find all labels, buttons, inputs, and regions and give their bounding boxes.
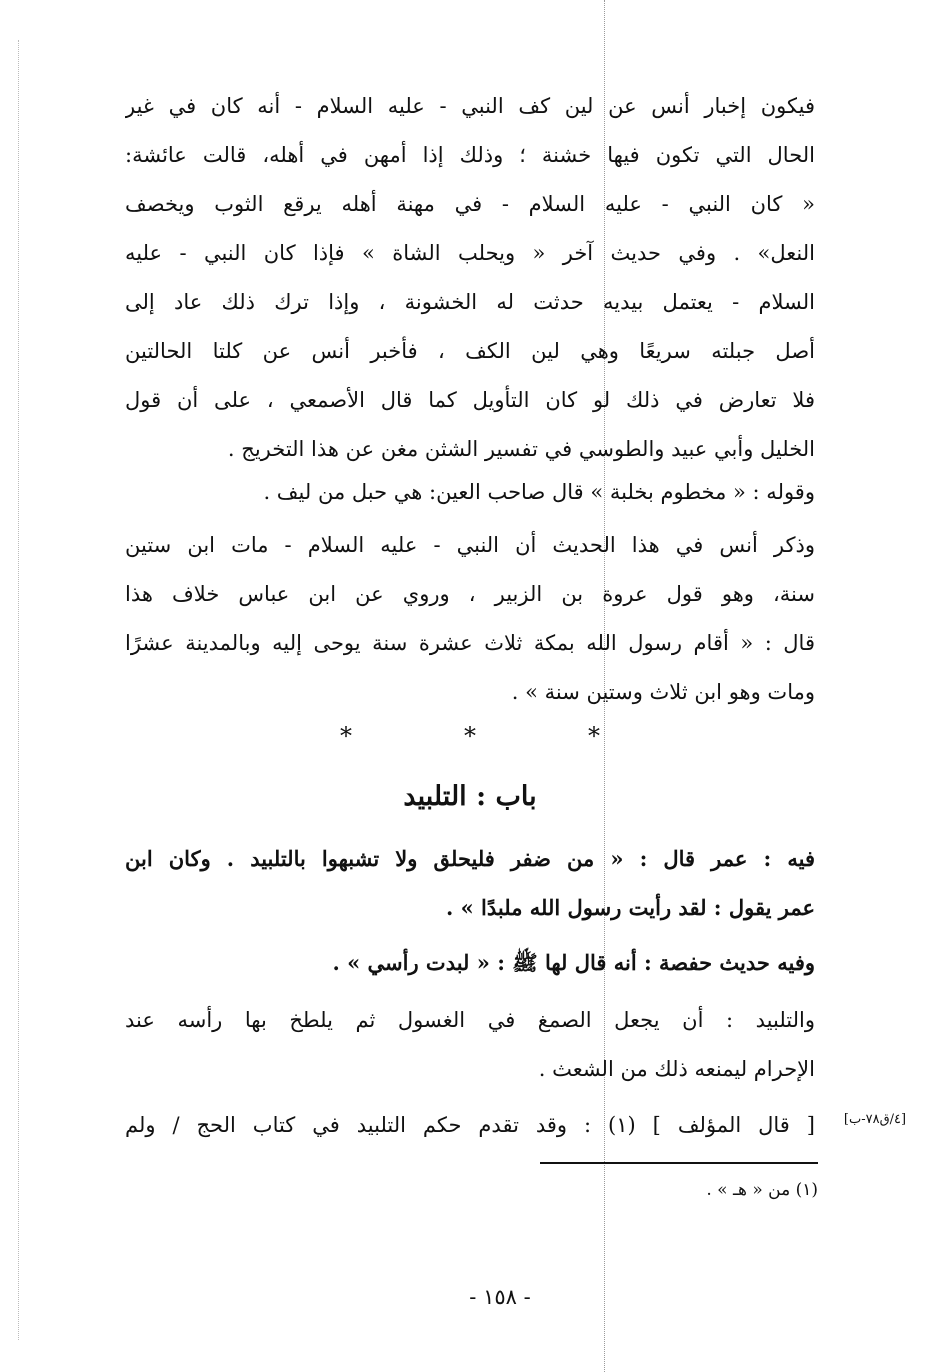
text-line: سنة، وهو قول عروة بن الزبير ، وروي عن ابن عباس خلاف هذا — [125, 582, 815, 606]
text-line: ومات وهو ابن ثلاث وستين سنة » . — [511, 680, 815, 704]
text-line: الإحرام ليمنعه ذلك من الشعث . — [538, 1057, 815, 1081]
text-line: قال : « أقام رسول الله بمكة ثلاث عشرة سنة يوحى إليه وبالمدينة عشرًا — [125, 631, 815, 655]
text-line: وذكر أنس في هذا الحديث أن النبي - عليه السلام - مات ابن ستين — [125, 533, 815, 557]
scan-edge-dots — [18, 40, 19, 1340]
text-line: فيكون إخبار أنس عن لين كف النبي - عليه السلام - أنه كان في غير — [125, 94, 815, 118]
asterisk-icon: * — [464, 722, 476, 750]
text-line: وقوله : « مخطوم بخلبة » قال صاحب العين: هي حبل من ليف . — [263, 480, 815, 504]
paragraph-7 — [125, 1101, 815, 1150]
text-line: وفيه حديث حفصة : أنه قال لها ﷺ : « لبدت رأسي » . — [332, 950, 815, 975]
paragraph-4 — [125, 834, 815, 932]
paragraph-2 — [125, 468, 815, 517]
footnote-divider — [540, 1162, 818, 1164]
paragraph-1 — [125, 82, 815, 474]
asterisk-icon: * — [340, 722, 352, 750]
manuscript-folio-note: [٤/ق٧٨-ب] — [843, 1112, 907, 1127]
section-separator — [340, 722, 600, 750]
asterisk-icon: * — [588, 722, 600, 750]
text-line: النعل» . وفي حديث آخر « ويحلب الشاة » فإذا كان النبي - عليه — [125, 241, 815, 265]
text-line: فلا تعارض في ذلك لو كان التأويل كما قال الأصمعي ، على أن قول — [125, 388, 815, 412]
text-line: الخليل وأبي عبيد والطوسي في تفسير الشثن مغن عن هذا التخريج . — [227, 437, 815, 461]
chapter-heading: باب : التلبيد — [403, 781, 537, 812]
footnote: (١) من « هـ » . — [706, 1180, 818, 1200]
text-line: والتلبيد : أن يجعل الصمغ في الغسول ثم يلطخ بها رأسه عند — [125, 1008, 815, 1032]
paragraph-3 — [125, 521, 815, 717]
text-line: الحال التي تكون فيها خشنة ؛ وذلك إذا أمهن في أهله، قالت عائشة: — [125, 143, 815, 167]
text-line: « كان النبي - عليه السلام - في مهنة أهله يرقع الثوب ويخصف — [125, 192, 815, 216]
paragraph-5 — [125, 938, 815, 987]
page-number: - ١٥٨ - — [469, 1285, 531, 1309]
text-line: عمر يقول : لقد رأيت رسول الله ملبدًا » . — [446, 895, 815, 920]
text-line: [ قال المؤلف ] (١) : وقد تقدم حكم التلبيد في كتاب الحج / ولم — [125, 1113, 815, 1137]
text-line: فيه : عمر قال : « من ضفر فليحلق ولا تشبهوا بالتلبيد . وكان ابن — [125, 846, 815, 871]
paragraph-6 — [125, 996, 815, 1094]
text-line: أصل جبلته سريعًا وهي لين الكف ، فأخبر أنس عن كلتا الحالتين — [125, 339, 815, 363]
text-line: السلام - يعتمل بيديه حدثت له الخشونة ، وإذا ترك ذلك عاد إلى — [125, 290, 815, 314]
